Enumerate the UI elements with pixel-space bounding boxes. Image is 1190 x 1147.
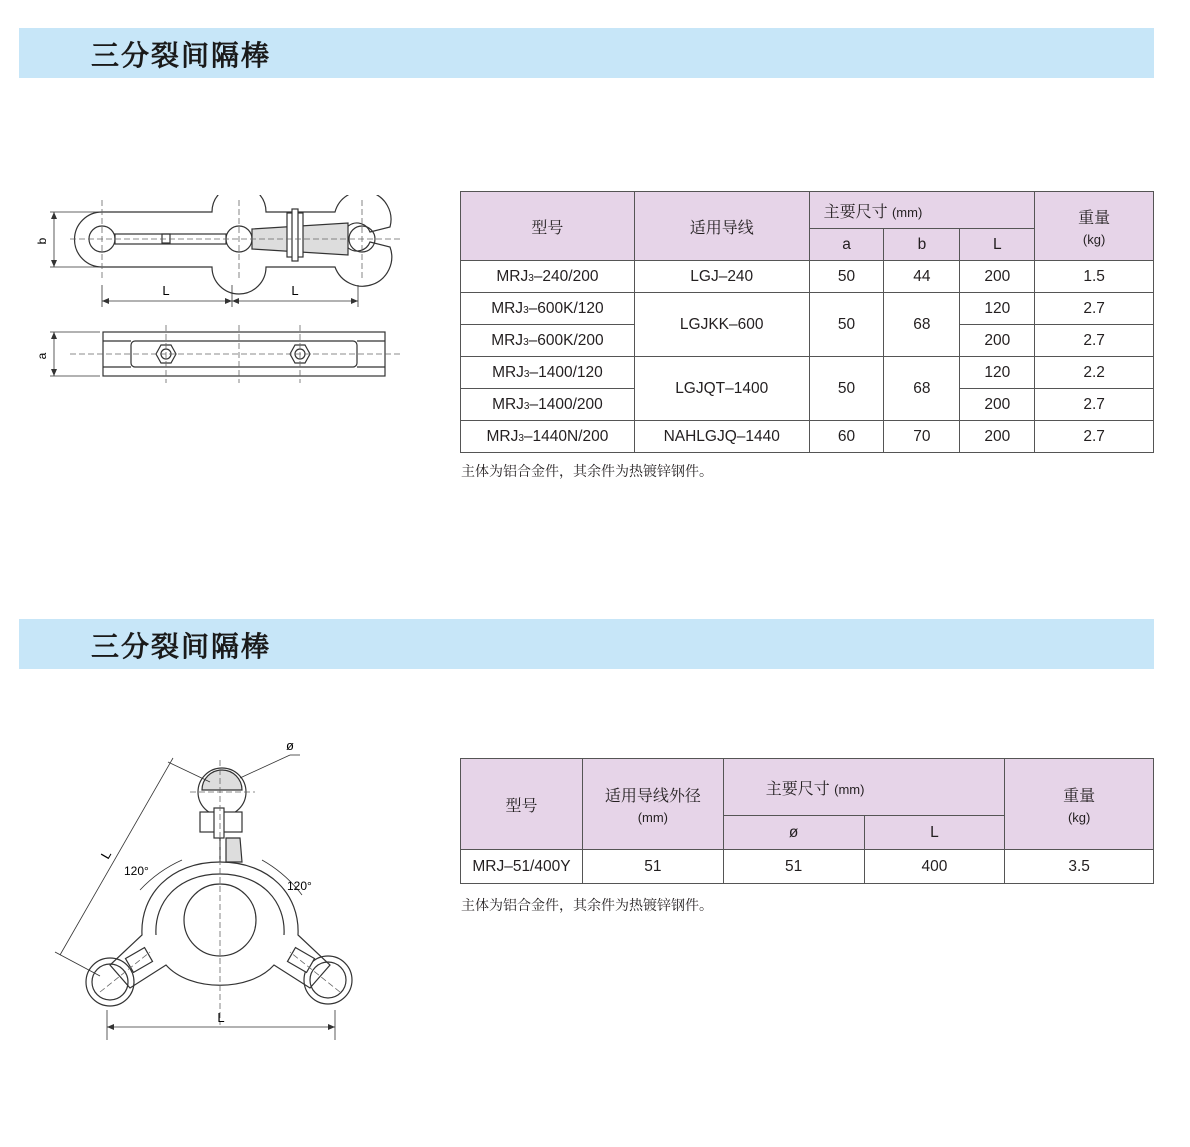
- section2-header-band: [19, 619, 1154, 669]
- section1-spacer-drawing: [30, 195, 420, 390]
- header-a: a: [809, 229, 884, 261]
- table-row: MRJ–51/400Y 51 51 400 3.5: [461, 850, 1154, 884]
- dim-a-label: a: [35, 352, 49, 360]
- header-dims: 主要尺寸 (mm): [809, 192, 1035, 229]
- header-conductor: 适用导线: [634, 192, 809, 261]
- table-row: MRJ3–1400/200 200 2.7: [461, 389, 1154, 421]
- section2-spacer-drawing: [40, 730, 370, 1050]
- section1-spec-table: [460, 191, 1154, 453]
- header-model: 型号: [461, 192, 635, 261]
- angle-right-label: 120°: [287, 879, 312, 893]
- header-L: L: [864, 816, 1005, 850]
- table-row: MRJ3–1400/120 LGJQT–1400 50 68 120 2.2: [461, 357, 1154, 389]
- section1-title: 三分裂间隔棒: [91, 39, 272, 72]
- table-row: MRJ3–1440N/200 NAHLGJQ–1440 60 70 200 2.7: [461, 421, 1154, 453]
- dim-L2-label: L: [291, 283, 299, 298]
- dim-L-bottom-label: L: [217, 1010, 225, 1025]
- section1-header-band: [19, 28, 1154, 78]
- dim-L1-label: L: [162, 283, 170, 298]
- section2-note: 主体为铝合金件，其余件为热镀锌钢件。: [461, 898, 713, 914]
- header-weight: 重量 (kg): [1035, 192, 1154, 261]
- header-weight: 重量 (kg): [1005, 759, 1154, 850]
- table-row: MRJ3–240/200 LGJ–240 50 44 200 1.5: [461, 261, 1154, 293]
- dim-L-side-label: L: [97, 847, 115, 862]
- table-row: MRJ3–600K/200 200 2.7: [461, 325, 1154, 357]
- section2-title: 三分裂间隔棒: [91, 630, 272, 663]
- header-phi: ø: [723, 816, 864, 850]
- angle-left-label: 120°: [124, 864, 149, 878]
- header-od: 适用导线外径 (mm): [582, 759, 723, 850]
- dim-b-label: b: [35, 237, 49, 245]
- section2-spec-table: [460, 758, 1154, 884]
- header-model: 型号: [461, 759, 583, 850]
- header-L: L: [960, 229, 1035, 261]
- section1-note: 主体为铝合金件，其余件为热镀锌钢件。: [461, 464, 713, 480]
- table-row: MRJ3–600K/120 LGJKK–600 50 68 120 2.7: [461, 293, 1154, 325]
- header-dims: 主要尺寸 (mm): [723, 759, 1005, 816]
- dim-phi-label: ø: [286, 738, 294, 753]
- header-b: b: [884, 229, 960, 261]
